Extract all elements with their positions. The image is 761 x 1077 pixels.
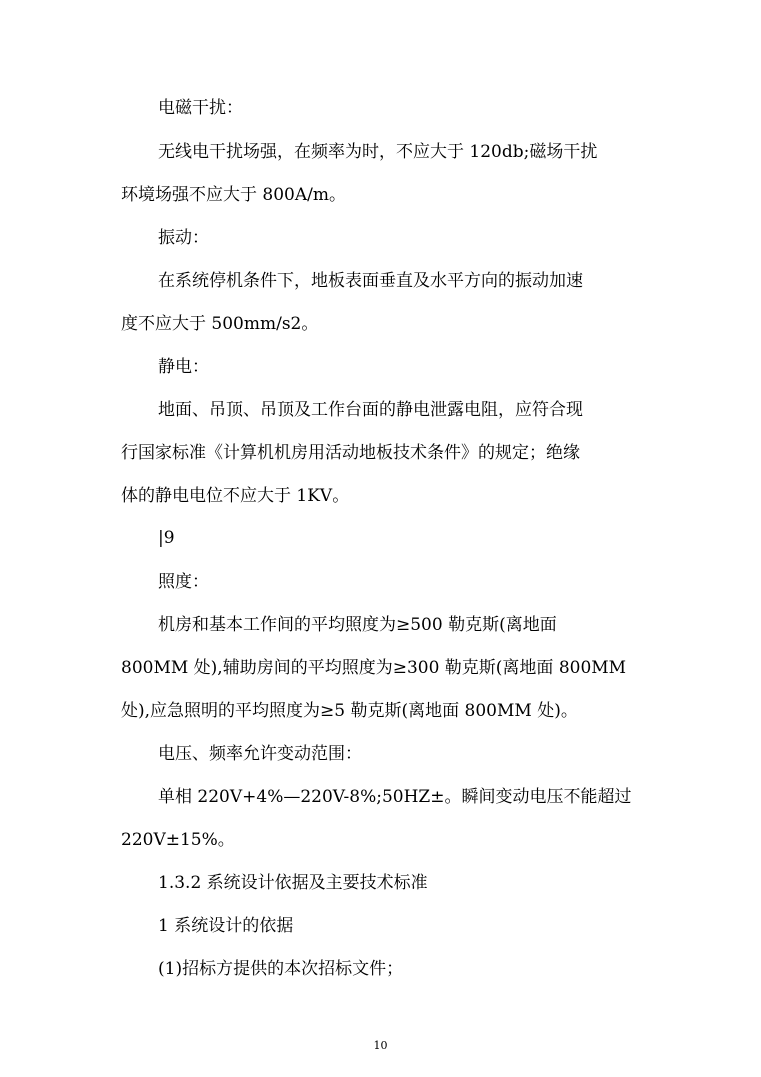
heading-static: 静电： xyxy=(158,357,209,377)
paragraph-line: 行国家标准《计算机机房用活动地板技术条件》的规定；绝缘 xyxy=(121,443,580,463)
paragraph-line: 机房和基本工作间的平均照度为≥500 勒克斯(离地面 xyxy=(158,615,557,635)
paragraph-line: 处),应急照明的平均照度为≥5 勒克斯(离地面 800MM 处)。 xyxy=(121,701,578,721)
paragraph-line: 单相 220V+4%—220V-8%;50HZ±。瞬间变动电压不能超过 xyxy=(158,787,632,807)
heading-illuminance: 照度： xyxy=(158,572,209,592)
stray-marker: |9 xyxy=(158,528,175,548)
paragraph-line: 体的静电电位不应大于 1KV。 xyxy=(121,486,350,506)
paragraph-line: 800MM 处),辅助房间的平均照度为≥300 勒克斯(离地面 800MM xyxy=(121,658,627,678)
paragraph-line: 地面、吊顶、吊顶及工作台面的静电泄露电阻，应符合现 xyxy=(158,400,583,420)
list-item: (1)招标方提供的本次招标文件； xyxy=(158,959,404,979)
paragraph-line: 220V±15%。 xyxy=(121,830,235,850)
heading-vibration: 振动： xyxy=(158,228,209,248)
page-number: 10 xyxy=(373,1039,388,1052)
heading-voltage: 电压、频率允许变动范围： xyxy=(158,744,362,764)
paragraph-line: 在系统停机条件下，地板表面垂直及水平方向的振动加速 xyxy=(158,271,583,291)
heading-emi: 电磁干扰： xyxy=(158,98,243,118)
paragraph-line: 无线电干扰场强，在频率为时，不应大于 120db;磁场干扰 xyxy=(158,142,598,162)
section-heading: 1.3.2 系统设计依据及主要技术标准 xyxy=(158,873,428,893)
subsection-heading: 1 系统设计的依据 xyxy=(158,916,294,936)
paragraph-line: 环境场强不应大于 800A/m。 xyxy=(121,185,346,205)
paragraph-line: 度不应大于 500mm/s2。 xyxy=(121,314,319,334)
